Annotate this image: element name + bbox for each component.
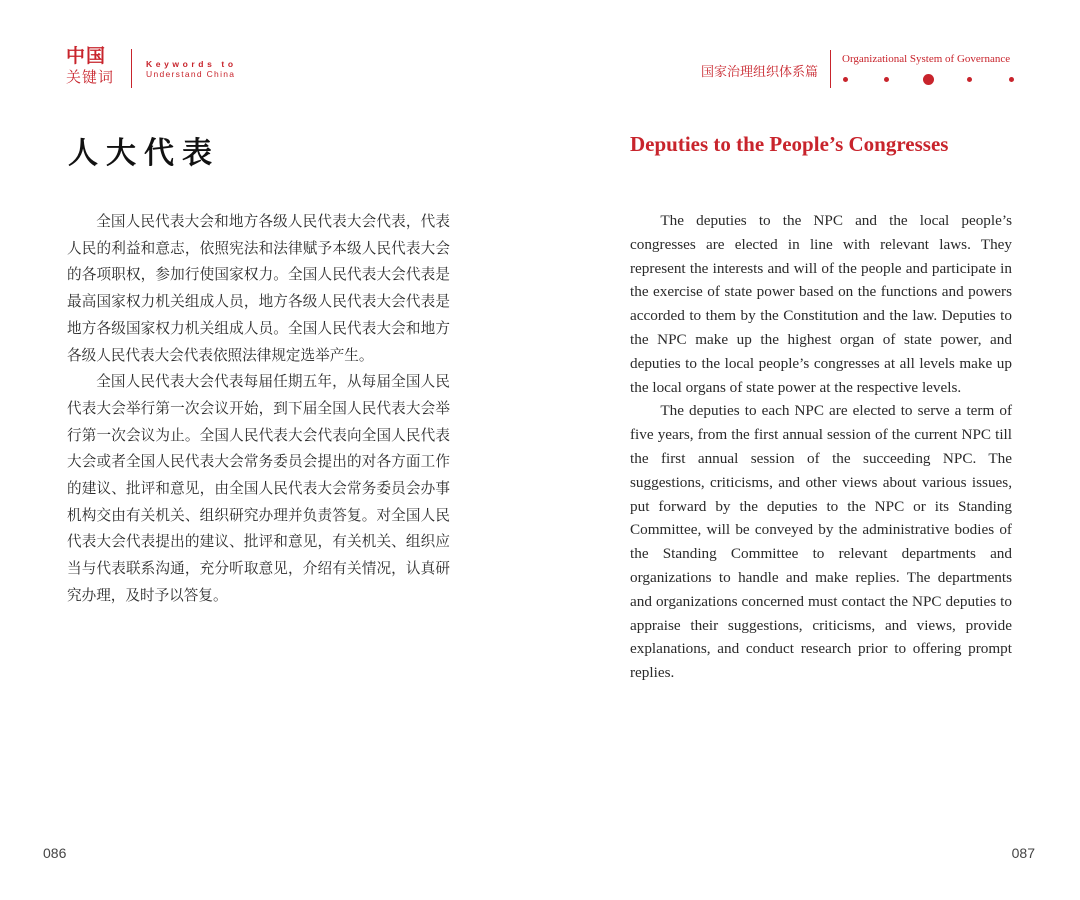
- paragraph-en-2: The deputies to each NPC are elected to serve a term of five years, from the first annual session of the current NPC till the first annual session of the succeeding NPC. The suggestions, criticisms, and other views about various issues, put forward by the deputies to the NPC or its Standing Committee, will be conveyed by the administrative bodies of the Standing Committee to relevant departments and organizations to handle and make replies. The departments and organizations concerned must contact the NPC deputies to appraise their suggestions, criticisms, and views, provide explanations, and conduct research prior to offering prompt replies.: [630, 402, 1012, 682]
- page-number-left: 086: [43, 845, 67, 861]
- brand-cn-line1: 中国: [66, 45, 107, 67]
- section-title-cn: 国家治理组织体系篇: [700, 65, 818, 80]
- header-divider: [830, 50, 831, 88]
- paragraph-en-1: The deputies to the NPC and the local people’s congresses are elected in line with relevant laws. They represent the interests and will of the people and participate in the exercise of state power based on the functions and powers accorded to them by the Constitution and the law. Deputies to the NPC make up the highest organ of state power, and deputies to the local people’s congresses at all levels make up the local organs of state power at the respective levels.: [630, 212, 1012, 396]
- page-number-right: 087: [1011, 845, 1035, 861]
- progress-dot: [884, 77, 889, 82]
- section-title-en: Organizational System of Governance: [842, 53, 1011, 65]
- progress-dot: [843, 77, 848, 82]
- page-title-cn: 人大代表: [68, 136, 220, 171]
- page-title-en: Deputies to the People’s Congresses: [630, 132, 949, 156]
- body-text-cn: [67, 209, 450, 610]
- brand-divider: [131, 49, 132, 88]
- section-progress-dots: [842, 72, 1014, 86]
- progress-dot: [967, 77, 972, 82]
- paragraph-cn-2: 全国人民代表大会代表每届任期五年，从每届全国人民代表大会举行第一次会议开始，到下届全国人民代表大会举行第一次会议为止。全国人民代表大会代表向全国人民代表大会或者全国人民代表大会常务委员会提出的对各方面工作的建议、批评和意见，由全国人民代表大会常务委员会办事机构交由有关机关、组织研究办理并负责答复。对全国人民代表大会代表提出的建议、批评和意见，有关机关、组织应当与代表联系沟通，充分听取意见，介绍有关情况，认真研究办理，及时予以答复。: [67, 373, 450, 604]
- brand-en-line1: Keywords to: [146, 59, 237, 69]
- paragraph-cn-1: 全国人民代表大会和地方各级人民代表大会代表，代表人民的利益和意志，依照宪法和法律赋予本级人民代表大会的各项职权，参加行使国家权力。全国人民代表大会代表是最高国家权力机关组成人员，地方各级人民代表大会代表是地方各级国家权力机关组成人员。全国人民代表大会和地方各级人民代表大会代表依照法律规定选举产生。: [67, 213, 450, 364]
- body-text-en: [630, 209, 1012, 685]
- brand-cn-line2: 关键词: [66, 68, 115, 86]
- brand-en: [146, 59, 237, 79]
- progress-dot: [1009, 77, 1014, 82]
- brand-logo: [66, 46, 114, 87]
- brand-en-line2: Understand China: [146, 69, 236, 79]
- progress-dot-active: [923, 74, 934, 85]
